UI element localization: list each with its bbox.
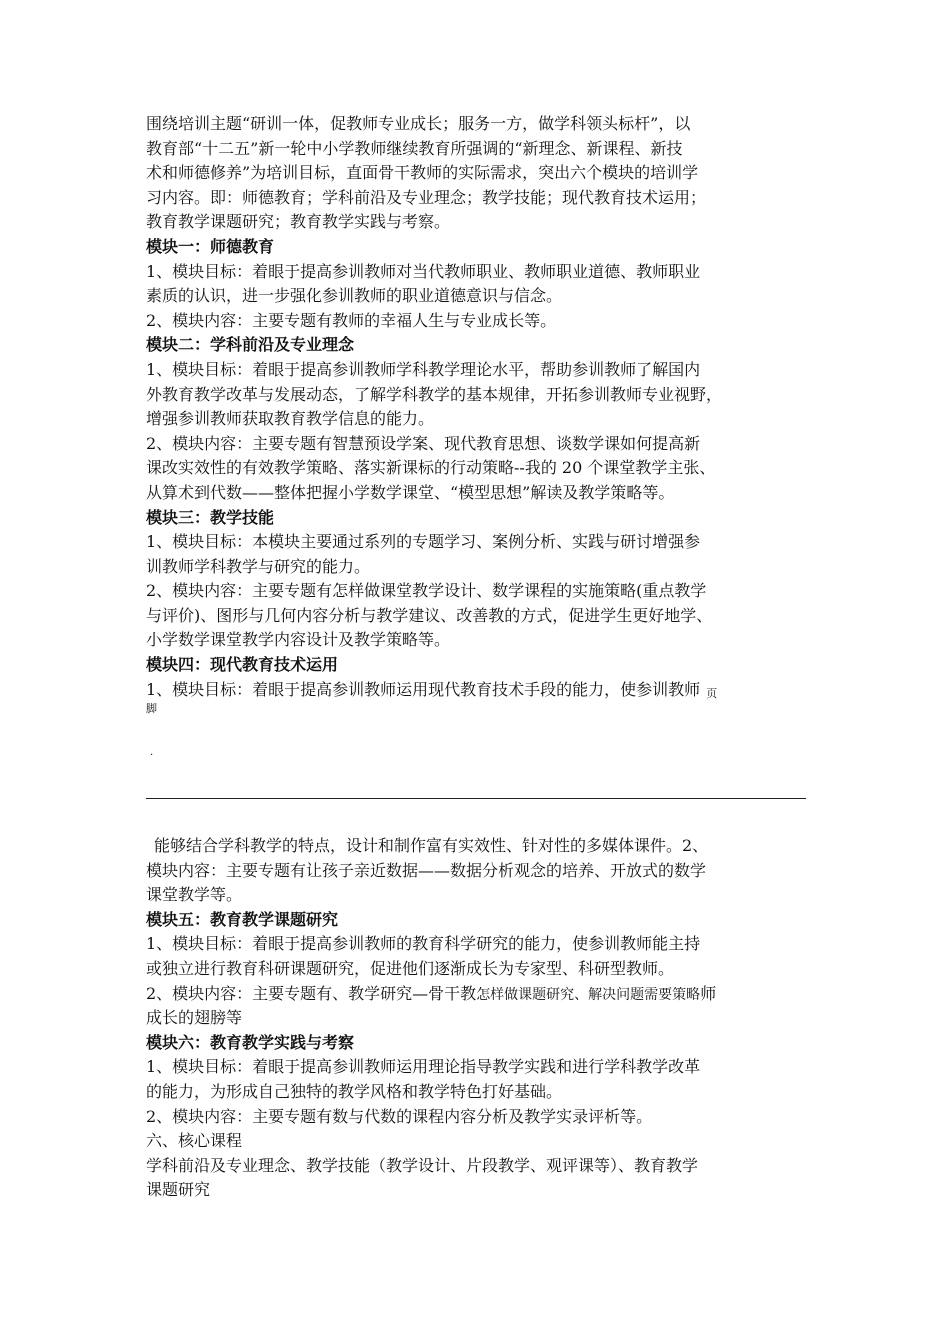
- module5-line: 1、模块目标：着眼于提高参训教师的教育科学研究的能力，使参训教师能主持: [146, 934, 701, 954]
- continuation-line: 课堂教学等。: [146, 885, 243, 905]
- module2-heading: 模块二：学科前沿及专业理念: [146, 335, 355, 355]
- module1-line: 素质的认识，进一步强化参训教师的职业道德意识与信念。: [146, 286, 563, 306]
- page-break-divider: [146, 798, 806, 799]
- module2-line: 外教育教学改革与发展动态，了解学科教学的基本规律，开拓参训教师专业视野，: [146, 384, 723, 404]
- module5-content-part: 师: [700, 983, 717, 1003]
- module4-goal-text: 1、模块目标：着眼于提高参训教师运用现代教育技术手段的能力，使参训教师: [146, 679, 701, 699]
- module6-line: 2、模块内容：主要专题有数与代数的课程内容分析及教学实录评析等。: [146, 1106, 653, 1126]
- module6-heading: 模块六：教育教学实践与考察: [146, 1032, 355, 1052]
- intro-line: 教育部“十二五”新一轮中小学教师继续教育所强调的“新理念、新课程、新技: [146, 138, 683, 158]
- module2-line: 1、模块目标：着眼于提高参训教师学科教学理论水平，帮助参训教师了解国内: [146, 359, 701, 379]
- module5-content-line: [146, 982, 810, 1007]
- continuation-line: 模块内容：主要专题有让孩子亲近数据——数据分析观念的培养、开放式的数学: [146, 860, 707, 880]
- module3-line: 1、模块目标：本模块主要通过系列的专题学习、案例分析、实践与研讨增强参: [146, 532, 701, 552]
- page-two-content: [146, 834, 810, 1203]
- footer-label-2: 脚: [146, 702, 157, 716]
- module6-line: 的能力，为形成自己独特的教学风格和教学特色打好基础。: [146, 1081, 563, 1101]
- core-course-line: 学科前沿及专业理念、教学技能（教学设计、片段教学、观评课等）、教育教学: [146, 1155, 699, 1175]
- module2-line: 增强参训教师获取教育教学信息的能力。: [146, 409, 435, 429]
- module5-content-line: 成长的翅膀等: [146, 1008, 243, 1028]
- intro-line: 教育教学课题研究；教育教学实践与考察。: [146, 212, 451, 232]
- module3-line: 2、模块内容：主要专题有怎样做课堂教学设计、数学课程的实施策略(重点教学: [146, 581, 707, 601]
- module2-line: 课改实效性的有效教学策略、落实新课标的行动策略--我的 20 个课堂教学主张、: [146, 458, 716, 478]
- intro-line: 围绕培训主题“研训一体，促教师专业成长；服务一方，做学科领头标杆”，以: [146, 114, 691, 133]
- module2-line: 从算术到代数——整体把握小学数学课堂、“模型思想”解读及教学策略等。: [146, 482, 675, 502]
- module3-line: 训教师学科教学与研究的能力。: [146, 556, 371, 576]
- module2-line: 2、模块内容：主要专题有智慧预设学案、现代教育思想、谈数学课如何提高新: [146, 433, 701, 453]
- footer-label: 页: [706, 686, 718, 700]
- module1-line: 2、模块内容：主要专题有教师的幸福人生与专业成长等。: [146, 310, 557, 330]
- module5-content-part-small: 怎样做课题研究、解决问题需要策略: [476, 986, 701, 1003]
- core-course-heading: 六、核心课程: [146, 1131, 243, 1151]
- module6-line: 1、模块目标：着眼于提高参训教师运用理论指导教学实践和进行学科教学改革: [146, 1057, 701, 1077]
- footer-dot: .: [150, 747, 154, 758]
- module3-line: 与评价)、图形与几何内容分析与教学建议、改善教的方式，促进学生更好地学、: [146, 605, 713, 625]
- module4-heading: 模块四：现代教育技术运用: [146, 655, 339, 675]
- continuation-line: 能够结合学科教学的特点，设计和制作富有实效性、针对性的多媒体课件。2、: [154, 836, 709, 855]
- core-course-line: 课题研究: [146, 1180, 211, 1200]
- module3-line: 小学数学课堂教学内容设计及教学策略等。: [146, 630, 451, 650]
- module5-heading: 模块五：教育教学课题研究: [146, 909, 339, 929]
- page-one-content: [146, 112, 810, 716]
- module5-line: 或独立进行教育科研课题研究，促进他们逐渐成长为专家型、科研型教师。: [146, 958, 675, 978]
- intro-line: 术和师德修养”为培训目标，直面骨干教师的实际需求，突出六个模块的培训学: [146, 163, 699, 183]
- module1-heading: 模块一：师德教育: [146, 236, 275, 256]
- module3-heading: 模块三：教学技能: [146, 507, 275, 527]
- module5-content-part: 2、模块内容：主要专题有、教学研究—骨干教: [146, 983, 477, 1003]
- module1-line: 1、模块目标：着眼于提高参训教师对当代教师职业、教师职业道德、教师职业: [146, 261, 701, 281]
- intro-line: 习内容。即：师德教育；学科前沿及专业理念；教学技能；现代教育技术运用；: [146, 187, 707, 207]
- module4-line: [146, 678, 810, 703]
